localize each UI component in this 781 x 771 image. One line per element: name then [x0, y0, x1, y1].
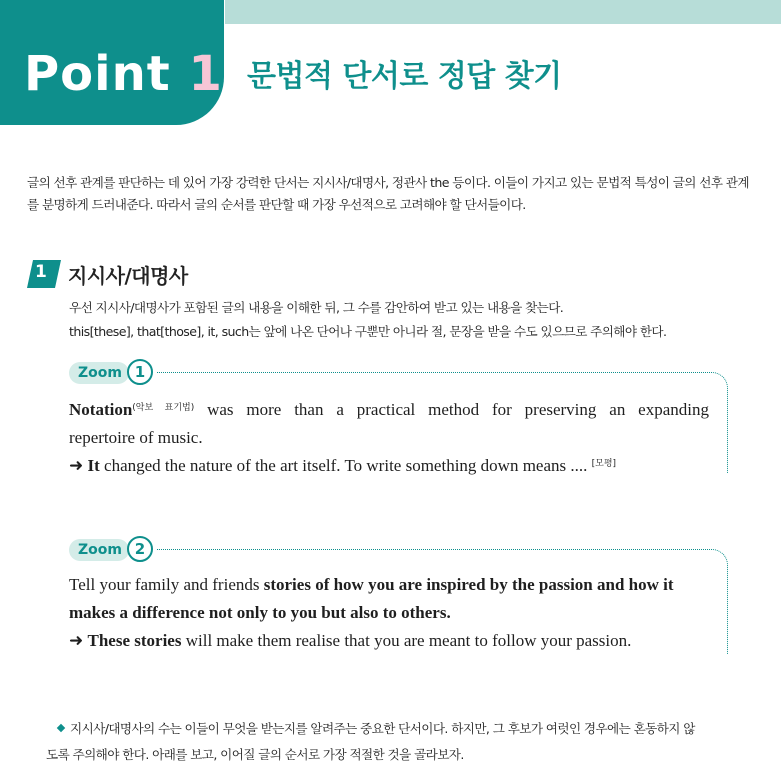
page-title: 문법적 단서로 정답 찾기: [247, 59, 562, 94]
header-stripe: [225, 0, 781, 24]
intro-line-1: 글의 선후 관계를 판단하는 데 있어 가장 강력한 단서는 지시사/대명사, 정관사 the 등이다. 이들이 가지고 있는 문법적 특성이 글의 선후 관계: [27, 175, 749, 190]
zoom-1-line-3: [69, 452, 709, 480]
tip-paragraph: [46, 716, 758, 768]
zoom-2-line-1: [69, 571, 719, 599]
source-tag: [모평]: [591, 459, 617, 469]
zoom-1-example: [69, 396, 709, 480]
zoom-2-line-3-rest: will make them realise that you are meant to follow your passion.: [181, 631, 632, 650]
tip-line-1-text: 지시사/대명사의 수는 이들이 무엇을 받는지를 알려주는 중요한 단서이다. 하지만, 그 후보가 여럿인 경우에는 혼동하지 않: [70, 721, 695, 736]
zoom-2-line-3: [69, 627, 719, 655]
zoom-number: 2: [127, 536, 153, 562]
zoom-2-example: [69, 571, 719, 655]
intro-line-2: 를 분명하게 드러내준다. 따라서 글의 순서를 판단할 때 가장 우선적으로 고려해야 할 단서들이다.: [27, 197, 526, 212]
zoom-2-line-1-plain: Tell your family and friends: [69, 575, 264, 594]
tip-line-2: 도록 주의해야 한다. 아래를 보고, 이어질 글의 순서로 가장 적절한 것을 골라보자.: [46, 747, 464, 762]
subsection-title: 지시사/대명사: [68, 264, 188, 288]
zoom-1-line-1-rest: was more than a practical method for preserving an expanding: [194, 400, 709, 419]
zoom-1-label: [69, 359, 159, 387]
point-label: [24, 46, 223, 102]
zoom-2-line-2: [69, 599, 719, 627]
zoom-number: 1: [127, 359, 153, 385]
pronoun-it: It: [87, 456, 100, 475]
subsection-number: 1: [35, 262, 47, 282]
point-word: Point: [24, 46, 171, 102]
arrow-icon: ➜: [69, 456, 84, 476]
point-badge: [0, 0, 224, 125]
intro-paragraph: [27, 172, 757, 216]
korean-note: (악보 표기법): [132, 403, 195, 413]
zoom-1-line-2: repertoire of music.: [69, 428, 203, 447]
subsection-description: [69, 296, 749, 344]
zoom-1-line-3-rest: changed the nature of the art itself. To write something down means ....: [99, 456, 588, 475]
point-number: 1: [188, 46, 223, 102]
zoom-1-line-1: [69, 396, 709, 424]
diamond-bullet-icon: [57, 724, 65, 732]
zoom-text: Zoom: [78, 542, 122, 558]
these-stories: These stories: [87, 631, 182, 650]
zoom-2-label: [69, 536, 159, 564]
notation-word: Notation: [69, 400, 133, 419]
tip-line-1: [58, 716, 758, 742]
subsection-desc-line-2: this[these], that[those], it, such는 앞에 나온 단어나 구뿐만 아니라 절, 문장을 받을 수도 있으므로 주의해야 한다.: [69, 324, 667, 339]
zoom-text: Zoom: [78, 365, 122, 381]
zoom-2-line-2-bold: makes a difference not only to you but also to others.: [69, 603, 451, 622]
zoom-2-line-1-bold: stories of how you are inspired by the passion and how it: [263, 575, 674, 594]
arrow-icon: ➜: [69, 631, 84, 651]
subsection-desc-line-1: 우선 지시사/대명사가 포함된 글의 내용을 이해한 뒤, 그 수를 감안하여 받고 있는 내용을 찾는다.: [69, 300, 564, 315]
